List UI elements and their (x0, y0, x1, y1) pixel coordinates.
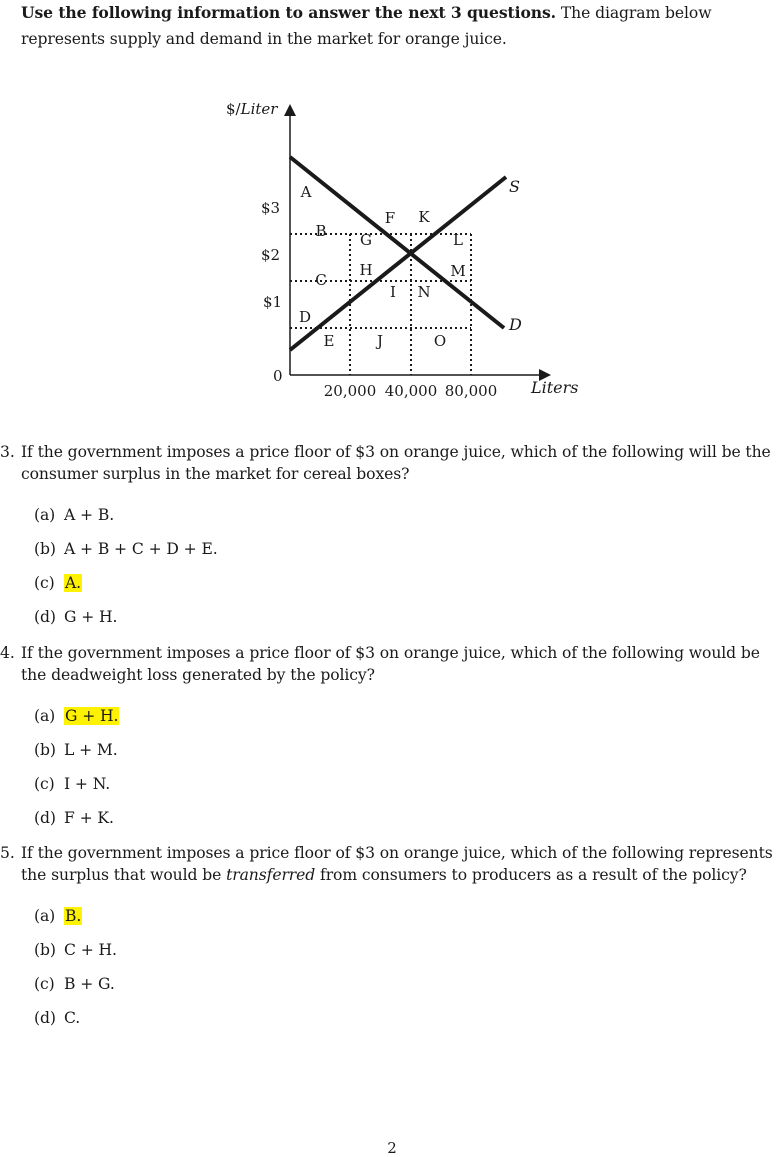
option-label: (a) (34, 707, 56, 725)
region-label-a: A (300, 183, 312, 201)
question-5 (0, 842, 784, 1062)
region-label-d: D (298, 308, 312, 326)
y-tick-label: $2 (261, 246, 281, 264)
y-axis-label: $/Liter (226, 100, 278, 118)
answer-option (34, 505, 114, 525)
region-label-e: E (323, 332, 335, 350)
region-label-o: O (433, 332, 447, 350)
x-tick-label: 20,000 (323, 382, 377, 400)
option-text: C + H. (64, 941, 117, 959)
question-text-after: from consumers to producers as a result of the policy? (315, 866, 747, 884)
question-text-italic: transferred (226, 866, 316, 884)
demand-curve (290, 157, 504, 328)
curves (290, 157, 522, 350)
question-text (21, 842, 784, 886)
tick-labels (226, 100, 579, 400)
question-number: 4. (0, 644, 15, 662)
region-label-b: B (315, 222, 327, 240)
region-label-c: C (315, 271, 327, 289)
region-label-n: N (417, 283, 431, 301)
answer-option (34, 774, 110, 794)
question-number: 5. (0, 844, 15, 862)
answer-option (34, 607, 117, 627)
page-number: 2 (387, 1139, 397, 1157)
option-text: C. (64, 1009, 81, 1027)
region-label-i: I (390, 283, 396, 301)
supply-curve (290, 177, 506, 350)
option-label: (b) (34, 941, 56, 959)
option-label: (c) (34, 574, 55, 592)
supply-label: S (509, 177, 520, 196)
x-axis-label: Liters (531, 378, 579, 397)
y-tick-label: $3 (261, 199, 281, 217)
option-text: G + H. (64, 608, 118, 626)
highlighted-answer: B. (65, 907, 82, 925)
option-label: (c) (34, 775, 55, 793)
option-label: (c) (34, 975, 55, 993)
region-label-k: K (418, 208, 430, 226)
option-label: (a) (34, 506, 56, 524)
x-tick-label: 80,000 (444, 382, 498, 400)
region-label-j: J (376, 332, 384, 350)
option-text: A + B + C + D + E. (64, 540, 218, 558)
answer-option (34, 539, 218, 559)
region-label-m: M (450, 262, 466, 280)
region-label-g: G (360, 231, 372, 249)
region-label-h: H (359, 261, 373, 279)
question-number: 3. (0, 443, 15, 461)
y-tick-label: 0 (273, 367, 283, 385)
demand-label: D (509, 315, 522, 334)
intro-bold: Use the following information to answer the next 3 questions. (21, 3, 556, 22)
answer-option (34, 740, 118, 760)
highlighted-answer: A. (65, 574, 82, 592)
highlighted-answer: G + H. (65, 707, 119, 725)
region-label-l: L (453, 231, 463, 249)
answer-option (34, 940, 117, 960)
question-text: If the government imposes a price floor of $3 on orange juice, which of the following will be the consumer surplus in the market for cereal boxes? (21, 443, 771, 483)
supply-demand-diagram (0, 0, 784, 420)
option-label: (b) (34, 741, 56, 759)
intro-rest: The diagram below represents supply and demand in the market for orange juice. (21, 4, 712, 48)
option-text: A + B. (64, 506, 115, 524)
question-4 (0, 642, 784, 862)
option-text: I + N. (64, 775, 111, 793)
option-text: L + M. (64, 741, 118, 759)
question-text-before: If the government imposes a price floor of $3 on orange juice, which of the following represents the surplus that would be (21, 844, 773, 884)
region-label-f: F (384, 209, 396, 227)
option-text: F + K. (64, 809, 114, 827)
answer-option (34, 974, 115, 994)
answer-option (34, 1008, 80, 1028)
question-text: If the government imposes a price floor of $3 on orange juice, which of the following would be the deadweight loss generated by the policy? (21, 644, 760, 684)
y-axis-label-unit: Liter (240, 100, 278, 118)
option-label: (d) (34, 608, 56, 626)
option-label: (b) (34, 540, 56, 558)
question-3 (0, 441, 784, 661)
option-label: (a) (34, 907, 56, 925)
option-label: (d) (34, 1009, 56, 1027)
option-label: (d) (34, 809, 56, 827)
answer-option (34, 906, 82, 926)
dotted-gridlines (290, 234, 471, 375)
x-tick-label: 40,000 (384, 382, 438, 400)
answer-option (34, 706, 119, 726)
answer-option (34, 573, 82, 593)
y-tick-label: $1 (263, 293, 283, 311)
answer-option (34, 808, 114, 828)
option-text: B + G. (64, 975, 115, 993)
